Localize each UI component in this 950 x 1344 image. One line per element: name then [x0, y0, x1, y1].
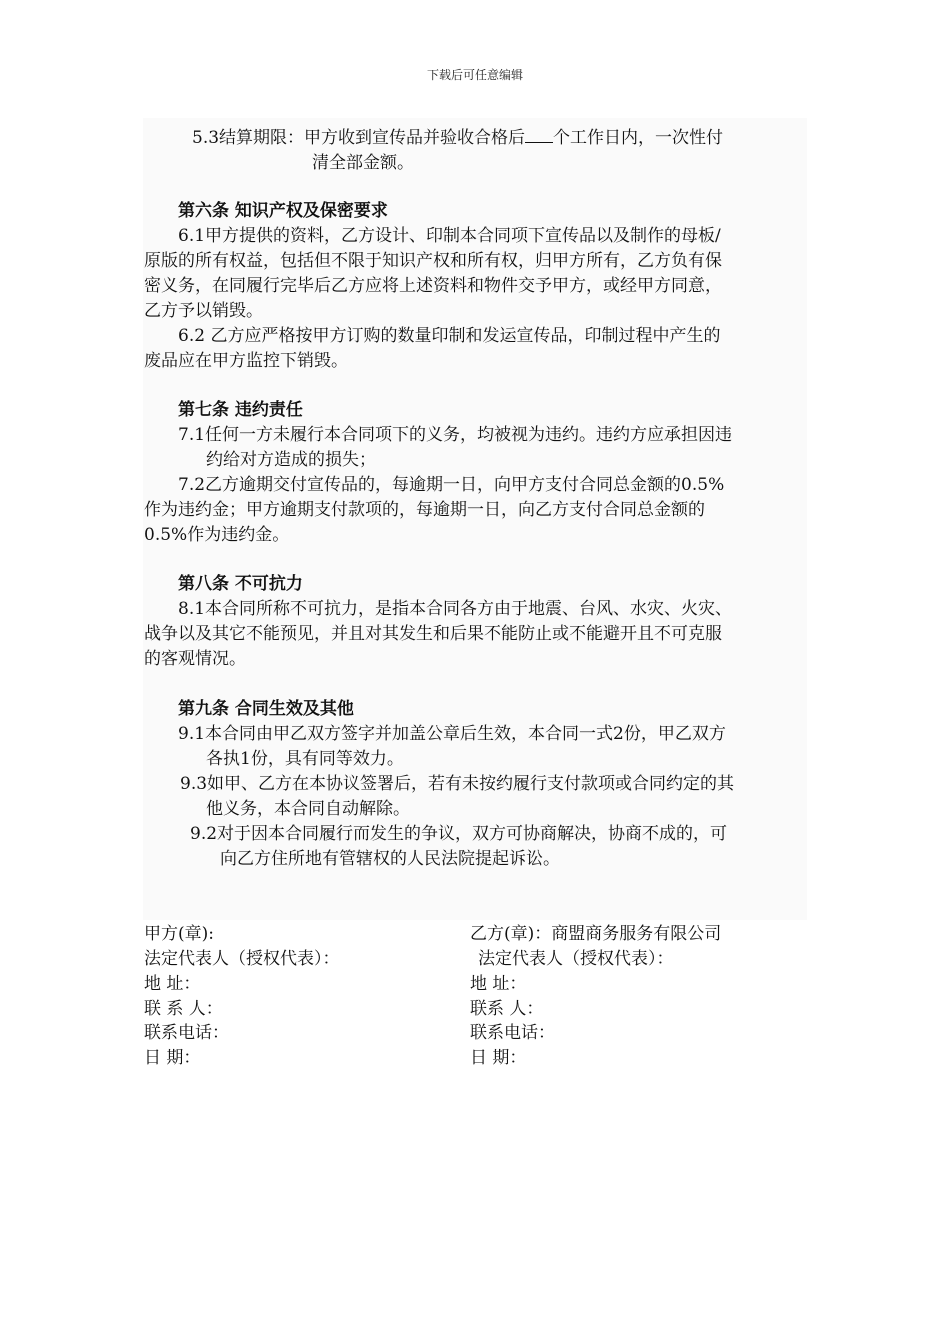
article-7-title: 第七条 违约责任 [178, 400, 303, 420]
party-b-seal: 乙方(章)：商盟商务服务有限公司 [470, 924, 722, 944]
party-a-representative: 法定代表人（授权代表）： [144, 949, 340, 969]
article-9-title: 第九条 合同生效及其他 [178, 699, 354, 719]
clause-5-3-text-b: 个工作日内，一次性付 [553, 128, 724, 148]
clause-8-1-line-2: 战争以及其它不能预见，并且对其发生和后果不能防止或不能避开且不可克服 [144, 624, 722, 644]
clause-5-3 [192, 126, 723, 150]
clause-6-1-line-1: 6.1甲方提供的资料，乙方设计、印制本合同项下宣传品以及制作的母板/ [178, 226, 721, 246]
blank-underline [525, 126, 553, 143]
clause-7-2-line-1: 7.2乙方逾期交付宣传品的，每逾期一日，向甲方支付合同总金额的0.5% [178, 475, 725, 495]
clause-6-1-line-4: 乙方予以销毁。 [144, 301, 263, 321]
party-b-phone: 联系电话： [470, 1023, 555, 1043]
page-header: 下载后可任意编辑 [426, 68, 523, 82]
clause-6-1-line-3: 密义务，在同履行完毕后乙方应将上述资料和物件交予甲方，或经甲方同意， [144, 276, 722, 296]
article-6-title: 第六条 知识产权及保密要求 [178, 201, 388, 221]
party-a-date: 日 期： [144, 1048, 201, 1068]
clause-9-1-line-1: 9.1本合同由甲乙双方签字并加盖公章后生效，本合同一式2份，甲乙双方 [178, 724, 726, 744]
clause-9-1-line-2: 各执1份，具有同等效力。 [206, 749, 404, 769]
party-b-address: 地 址： [470, 974, 527, 994]
party-a-contact: 联 系 人： [144, 999, 223, 1019]
clause-8-1-line-1: 8.1本合同所称不可抗力，是指本合同各方由于地震、台风、水灾、火灾、 [178, 599, 733, 619]
clause-5-3-cont: 清全部金额。 [312, 153, 414, 173]
clause-9-2-line-1: 9.2对于因本合同履行而发生的争议，双方可协商解决，协商不成的，可 [190, 824, 728, 844]
clause-9-2-line-2: 向乙方住所地有管辖权的人民法院提起诉讼。 [220, 849, 560, 869]
clause-6-1-line-2: 原版的所有权益，包括但不限于知识产权和所有权，归甲方所有，乙方负有保 [144, 251, 722, 271]
clause-9-3-line-2: 他义务，本合同自动解除。 [206, 799, 410, 819]
party-b-representative: 法定代表人（授权代表）： [478, 949, 674, 969]
clause-9-3-line-1: 9.3如甲、乙方在本协议签署后，若有未按约履行支付款项或合同约定的其 [180, 774, 735, 794]
party-b-contact: 联系 人： [470, 999, 544, 1019]
clause-7-2-line-2: 作为违约金；甲方逾期支付款项的，每逾期一日，向乙方支付合同总金额的 [144, 500, 705, 520]
clause-7-1-line-2: 约给对方造成的损失； [206, 450, 376, 470]
clause-5-3-text-a: 5.3结算期限：甲方收到宣传品并验收合格后 [192, 128, 526, 148]
clause-7-2-line-3: 0.5%作为违约金。 [144, 525, 290, 545]
clause-6-2-line-1: 6.2 乙方应严格按甲方订购的数量印制和发运宣传品，印制过程中产生的 [178, 326, 721, 346]
party-b-date: 日 期： [470, 1048, 527, 1068]
party-a-seal: 甲方(章): [144, 924, 214, 944]
party-a-phone: 联系电话： [144, 1023, 229, 1043]
party-a-address: 地 址： [144, 974, 201, 994]
article-8-title: 第八条 不可抗力 [178, 574, 303, 594]
clause-8-1-line-3: 的客观情况。 [144, 649, 246, 669]
clause-7-1-line-1: 7.1任何一方未履行本合同项下的义务，均被视为违约。违约方应承担因违 [178, 425, 733, 445]
clause-6-2-line-2: 废品应在甲方监控下销毁。 [144, 351, 348, 371]
